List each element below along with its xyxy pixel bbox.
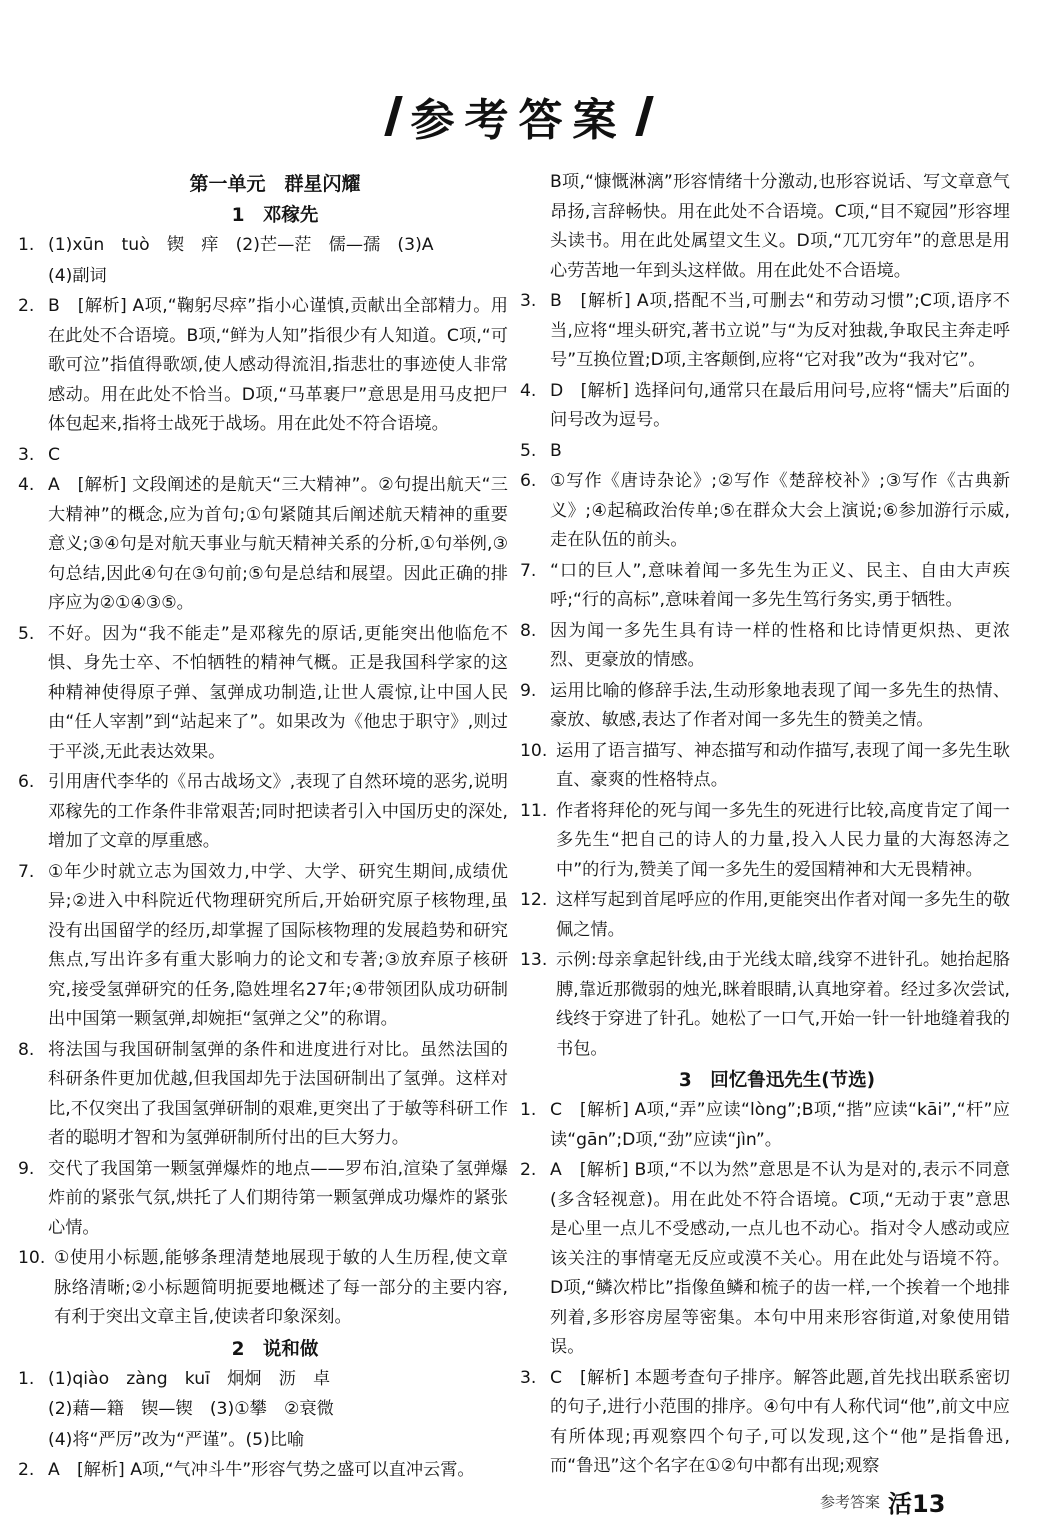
answer-item xyxy=(18,441,508,471)
answer-item xyxy=(520,1096,1010,1155)
answer-number: 8. xyxy=(520,620,537,641)
answer-number: 10. xyxy=(18,1248,46,1268)
answer-text: 作者将拜伦的死与闻一多先生的死进行比较,高度肯定了闻一多先生“把自己的诗人的力量,投入人民力量的大海怒涛之中”的行为,赞美了闻一多先生的爱国精神和大无畏精神。 xyxy=(556,800,1010,880)
answer-text: 交代了我国第一颗氢弹爆炸的地点——罗布泊,渲染了氢弹爆炸前的紧张气氛,烘托了人们期待第一颗氢弹成功爆炸的紧张心情。 xyxy=(48,1158,508,1238)
answer-text: 将法国与我国研制氢弹的条件和进度进行对比。虽然法国的科研条件更加优越,但我国却先于法国研制出了氢弹。这样对比,不仅突出了我国氢弹研制的艰难,更突出了于敏等科研工作者的聪明才智和为氢弹研制所付出的巨大努力。 xyxy=(48,1039,508,1148)
answer-item xyxy=(520,946,1010,1064)
answer-item xyxy=(18,231,508,261)
answer-number: 10. xyxy=(520,740,548,761)
answer-text: B项,“慷慨淋漓”形容情绪十分激动,也形容说话、写文章意气昂扬,言辞畅快。用在此处不合语境。C项,“目不窥园”形容埋头读书。用在此处属望文生义。D项,“兀兀穷年”的意思是用心劳苦地一年到头这样做。用在此处不合语境。 xyxy=(550,172,1010,281)
answer-text: B [解析] A项,“鞠躬尽瘁”指小心谨慎,贡献出全部精力。用在此处不合语境。B项,“鲜为人知”指很少有人知道。C项,“可歌可泣”指值得歌颂,使人感动得流泪,指悲壮的事迹使人非常感动。用在此处不恰当。D项,“马革裹尸”意思是用马皮把尸体包起来,指将士战死于战场。用在此处不符合语境。 xyxy=(48,296,508,434)
answer-item xyxy=(18,1456,508,1486)
answer-item xyxy=(520,797,1010,886)
answer-item xyxy=(18,292,508,440)
answer-number: 5. xyxy=(520,440,537,461)
answer-item xyxy=(18,768,508,857)
page-number: 活13 xyxy=(888,1489,946,1518)
answer-item xyxy=(520,677,1010,736)
answer-text: 示例:母亲拿起针线,由于光线太暗,线穿不进针孔。她抬起胳膊,靠近那微弱的烛光,眯着眼睛,认真地穿着。经过多次尝试,线终于穿进了针孔。她松了一口气,开始一针一针地缝着我的书包。 xyxy=(556,950,1010,1059)
answer-item xyxy=(520,437,1010,467)
answer-text: A [解析] 文段阐述的是航天“三大精神”。②句提出航天“三大精神”的概念,应为首句;①句紧随其后阐述航天精神的重要意义;③④句是对航天事业与航天精神关系的分析,①句举例,③句总结,因此④句在③句前;⑤句是总结和展望。因此正确的排序应为②①④③⑤。 xyxy=(48,475,508,613)
answer-text: D [解析] 选择问句,通常只在最后用问号,应将“懦夫”后面的问号改为逗号。 xyxy=(550,380,1010,430)
footer-label: 参考答案 xyxy=(820,1492,881,1511)
lesson1-answers xyxy=(18,231,508,1333)
answer-text: A [解析] A项,“气冲斗牛”形容气势之盛可以直冲云霄。 xyxy=(48,1460,475,1480)
unit-title: 第一单元 群星闪耀 xyxy=(189,173,361,195)
answer-number: 1. xyxy=(18,235,35,255)
answer-item xyxy=(18,1036,508,1154)
answer-text: ①年少时就立志为国效力,中学、大学、研究生期间,成绩优异;②进入中科院近代物理研究所后,开始研究原子核物理,虽没有出国留学的经历,却掌握了国际核物理的发展趋势和研究焦点,写出许多有重大影响力的论文和专著;③放弃原子核研究,接受氢弹研究的任务,隐姓埋名27年;④带领团队成功研制出中国第一颗氢弹,却婉拒“氢弹之父”的称谓。 xyxy=(48,861,508,1029)
answer-number: 6. xyxy=(18,772,35,792)
answer-item xyxy=(18,1155,508,1244)
answer-item xyxy=(18,858,508,1035)
answer-number: 2. xyxy=(520,1160,537,1180)
answer-item xyxy=(18,1426,508,1456)
answer-text: 不好。因为“我不能走”是邓稼先的原话,更能突出他临危不惧、身先士卒、不怕牺牲的精神气概。正是我国科学家的这种精神使得原子弹、氢弹成功制造,让世人震惊,让中国人民由“任人宰割”到“站起来了”。如果改为《他忠于职守》,则过于平淡,无此表达效果。 xyxy=(48,623,508,762)
answer-number: 12. xyxy=(520,890,548,910)
answer-text: ①使用小标题,能够条理清楚地展现于敏的人生历程,使文章脉络清晰;②小标题简明扼要地概述了每一部分的主要内容,有利于突出文章主旨,使读者印象深刻。 xyxy=(54,1248,508,1327)
answer-number: 3. xyxy=(18,444,35,465)
page-footer xyxy=(820,1486,1020,1516)
answer-item xyxy=(18,262,508,292)
answer-text: B [解析] A项,搭配不当,可删去“和劳动习惯”;C项,语序不当,应将“埋头研究,著书立说”与“为反对独裁,争取民主奔走呼号”互换位置;D项,主客颠倒,应将“它对我”改为“我对它”。 xyxy=(550,291,1010,370)
answer-number: 4. xyxy=(520,380,537,401)
answer-text: C xyxy=(48,444,61,465)
answer-item xyxy=(18,1244,508,1333)
answer-text: 运用比喻的修辞手法,生动形象地表现了闻一多先生的热情、豪放、敏感,表达了作者对闻一多先生的赞美之情。 xyxy=(550,680,1010,730)
answer-number: 11. xyxy=(520,800,548,821)
answer-number: 13. xyxy=(520,950,548,970)
answer-item xyxy=(520,377,1010,436)
lesson-title-1: 1 邓稼先 xyxy=(231,205,319,226)
answer-number: 3. xyxy=(520,1367,537,1388)
answer-number: 1. xyxy=(520,1100,537,1120)
answer-item xyxy=(520,168,1010,286)
lesson2-answers xyxy=(18,1365,508,1486)
answer-number: 9. xyxy=(18,1158,35,1179)
answer-item xyxy=(520,557,1010,616)
lesson3-answers xyxy=(520,1096,1010,1482)
answer-number: 7. xyxy=(520,560,537,581)
title-slash-right xyxy=(635,96,653,136)
lesson-title-3: 3 回忆鲁迅先生(节选) xyxy=(678,1070,876,1091)
answer-number: 2. xyxy=(18,1460,35,1480)
answer-text: C [解析] 本题考查句子排序。解答此题,首先找出联系密切的句子,进行小范围的排序。④句中有人称代词“他”,前文中应有所体现;再观察四个句子,可以发现,这个“他”是指鲁迅,而“鲁迅”这个名字在①②句中都有出现;观察 xyxy=(550,1367,1010,1476)
answer-text: C [解析] A项,“弄”应读“lòng”;B项,“揩”应读“kāi”,“杆”应读“gān”;D项,“劲”应读“jìn”。 xyxy=(550,1100,1010,1150)
answer-item xyxy=(520,737,1010,796)
answer-number: 6. xyxy=(520,471,537,491)
lesson2-answers-continued xyxy=(520,168,1010,1064)
answer-number: 3. xyxy=(520,291,537,311)
answer-text: (4)将“严厉”改为“严谨”。(5)比喻 xyxy=(48,1429,305,1450)
right-column xyxy=(520,168,1010,1483)
answer-text: A [解析] B项,“不以为然”意思是不认为是对的,表示不同意(多含轻视意)。用在此处不符合语境。C项,“无动于衷”意思是心里一点儿不受感动,一点儿也不动心。指对令人感动或应该关注的事情毫无反应或漠不关心。用在此处与语境不符。D项,“鳞次栉比”指像鱼鳞和梳子的齿一样,一个挨着一个地排列着,多形容房屋等密集。本句中用来形容街道,对象使用错误。 xyxy=(550,1160,1010,1357)
answer-item xyxy=(18,1395,508,1425)
answer-text: (4)副词 xyxy=(48,265,107,286)
answer-text: 因为闻一多先生具有诗一样的性格和比诗情更炽热、更浓烈、更豪放的情感。 xyxy=(550,620,1010,670)
answer-item xyxy=(18,471,508,619)
answer-text: (2)藉—籍 锲—锲 (3)①攀 ②衰微 xyxy=(48,1399,334,1419)
answer-text: 引用唐代李华的《吊古战场文》,表现了自然环境的恶劣,说明邓稼先的工作条件非常艰苦;同时把读者引入中国历史的深处,增加了文章的厚重感。 xyxy=(48,772,508,851)
answer-text: “口的巨人”,意味着闻一多先生为正义、民主、自由大声疾呼;“行的高标”,意味着闻一多先生笃行务实,勇于牺牲。 xyxy=(550,560,1010,610)
title-slash-left xyxy=(384,96,402,136)
answer-number: 2. xyxy=(18,296,35,316)
answer-item xyxy=(520,1364,1010,1482)
title-text: 参考答案 xyxy=(410,95,627,146)
answer-text: ①写作《唐诗杂论》;②写作《楚辞校补》;③写作《古典新义》;④起稿政治传单;⑤在群众大会上演说;⑥参加游行示威,走在队伍的前头。 xyxy=(550,471,1010,550)
answer-item xyxy=(520,287,1010,376)
lesson-title-2: 2 说和做 xyxy=(231,1338,319,1360)
answer-number: 7. xyxy=(18,861,35,882)
answer-text: (1)xūn tuò 锲 痒 (2)芒—茫 儒—孺 (3)A xyxy=(48,235,434,255)
answer-text: 这样写起到首尾呼应的作用,更能突出作者对闻一多先生的敬佩之情。 xyxy=(556,890,1010,940)
answer-item xyxy=(520,467,1010,556)
answer-item xyxy=(18,1365,508,1395)
page-title xyxy=(0,86,1037,146)
answer-number: 1. xyxy=(18,1368,35,1389)
left-column xyxy=(18,168,508,1487)
answer-text: (1)qiào zàng kuī 炯炯 沥 卓 xyxy=(48,1368,331,1389)
answer-text: 运用了语言描写、神态描写和动作描写,表现了闻一多先生耿直、豪爽的性格特点。 xyxy=(556,740,1010,790)
answer-number: 4. xyxy=(18,475,35,495)
answer-number: 9. xyxy=(520,680,537,701)
answer-item xyxy=(520,886,1010,945)
answer-text: B xyxy=(550,440,562,461)
answer-item xyxy=(18,620,508,768)
answer-item xyxy=(520,617,1010,676)
answer-item xyxy=(520,1156,1010,1363)
answer-number: 8. xyxy=(18,1039,35,1060)
answer-number: 5. xyxy=(18,623,35,644)
